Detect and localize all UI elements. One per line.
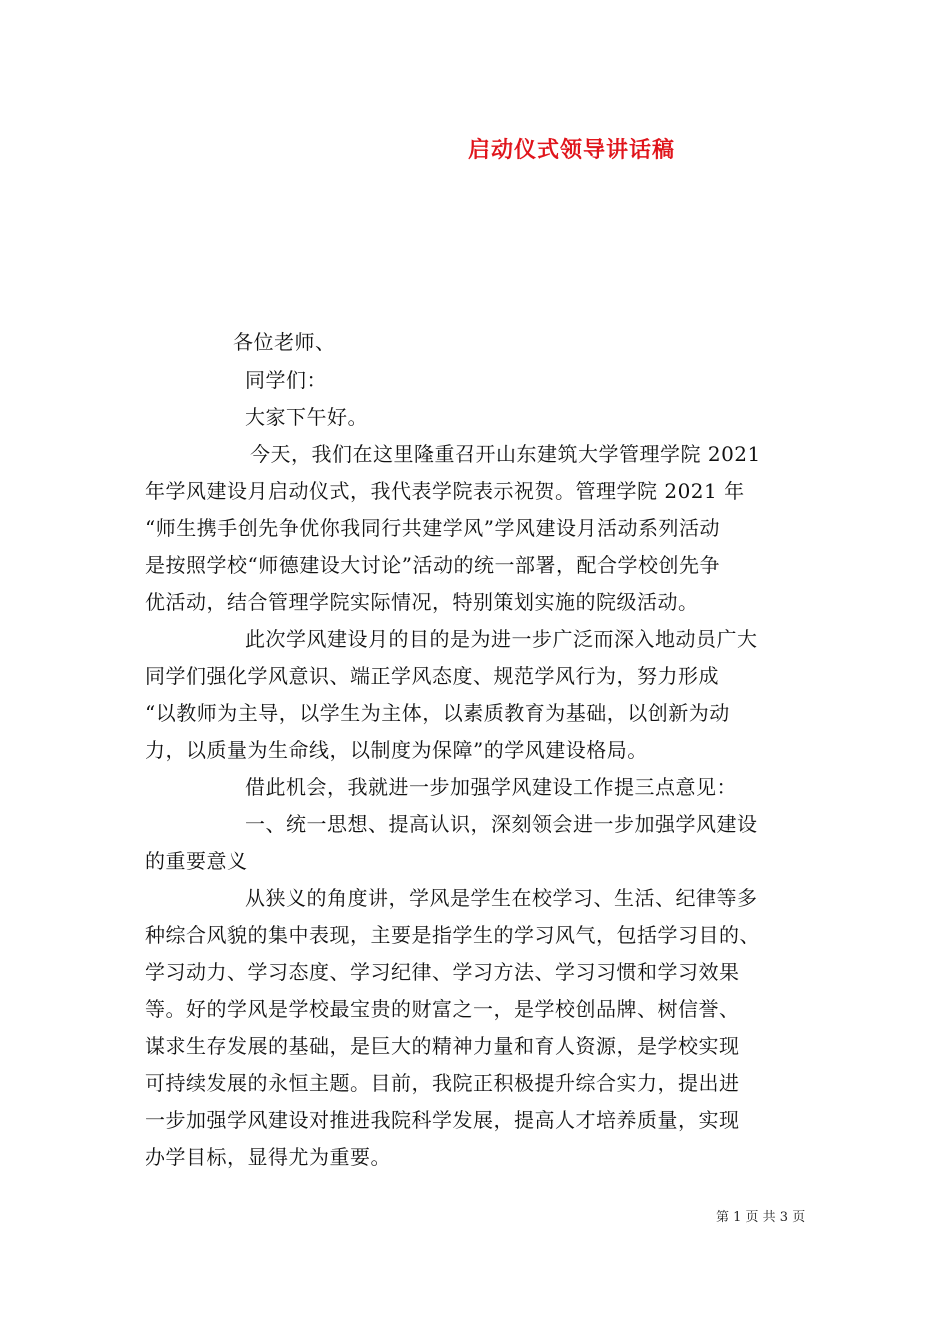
body-line: 可持续发展的永恒主题。目前，我院正积极提升综合实力，提出进 xyxy=(145,1071,740,1095)
page-title: 启动仪式领导讲话稿 xyxy=(468,138,676,163)
body-line: 种综合风貌的集中表现，主要是指学生的学习风气，包括学习目的、 xyxy=(145,923,760,947)
body-line: 是按照学校“师德建设大讨论”活动的统一部署，配合学校创先争 xyxy=(145,553,720,577)
body-line: 今天，我们在这里隆重召开山东建筑大学管理学院 2021 xyxy=(250,442,761,466)
body-line: 学习动力、学习态度、学习纪律、学习方法、学习习惯和学习效果 xyxy=(145,960,740,984)
body-line: 优活动，结合管理学院实际情况，特别策划实施的院级活动。 xyxy=(145,590,699,614)
body-line: 等。好的学风是学校最宝贵的财富之一，是学校创品牌、树信誉、 xyxy=(145,997,740,1021)
body-line: 同学们强化学风意识、端正学风态度、规范学风行为，努力形成 xyxy=(145,664,719,688)
page-footer: 第 1 页 共 3 页 xyxy=(716,1210,806,1225)
body-line: 的重要意义 xyxy=(145,849,248,873)
body-line: 办学目标，显得尤为重要。 xyxy=(145,1145,391,1169)
body-line: 此次学风建设月的目的是为进一步广泛而深入地动员广大 xyxy=(245,627,758,651)
body-line: 同学们： xyxy=(245,368,327,392)
body-line: 各位老师、 xyxy=(233,330,336,354)
body-line: 一、统一思想、提高认识，深刻领会进一步加强学风建设 xyxy=(245,812,758,836)
body-line: “以教师为主导，以学生为主体，以素质教育为基础，以创新为动 xyxy=(145,701,730,725)
body-line: “师生携手创先争优你我同行共建学风”学风建设月活动系列活动 xyxy=(145,516,720,540)
body-line: 年学风建设月启动仪式，我代表学院表示祝贺。管理学院 2021 年 xyxy=(145,479,745,503)
body-line: 从狭义的角度讲，学风是学生在校学习、生活、纪律等多 xyxy=(245,886,758,910)
body-line: 大家下午好。 xyxy=(245,405,368,429)
body-line: 力，以质量为生命线，以制度为保障”的学风建设格局。 xyxy=(145,738,648,762)
body-line: 一步加强学风建设对推进我院科学发展，提高人才培养质量，实现 xyxy=(145,1108,740,1132)
body-line: 借此机会，我就进一步加强学风建设工作提三点意见： xyxy=(245,775,737,799)
body-line: 谋求生存发展的基础，是巨大的精神力量和育人资源，是学校实现 xyxy=(145,1034,740,1058)
